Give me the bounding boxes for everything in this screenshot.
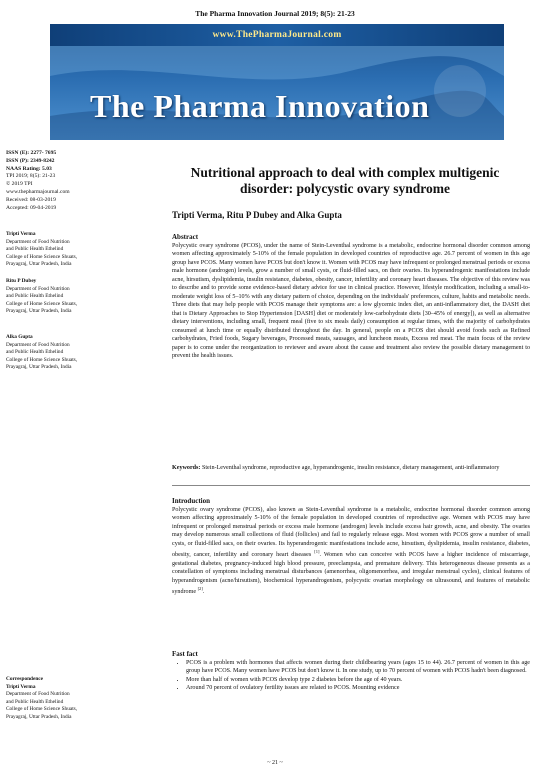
affiliation-1 [6,231,146,269]
issn-p: ISSN (P): 2349-8242 [6,157,55,164]
affiliation-line: Department of Food Nutrition [6,238,70,245]
introduction-text-part: Polycystic ovary syndrome (PCOS), also known as Stein-Leventhal syndrome is a metabolic, endocrine hormonal disorder common among women affecting approximately 5-10% of the female population in developed countries of reproductive age. Women with PCOS may have infrequent or prolonged menstrual periods or excess male hormone (androgen) levels include excess hair growth, acne, and obesity. The ovaries may develop numerous small collections of fluid (follicles) and fail to regularly release eggs. Most women with PCOS grow a number of small cysts, or fluid-filled sacs, on their ovaries. Its hyperandrogenic manifestations include acne, hirsutism, dyslipidemia, insulin resistance, diabetes, obesity, cancer, infertility and coronary heart diseases [172,506,530,559]
affiliation-line: College of Home Science Shuats, [6,300,78,307]
affiliation-name: Ritu P Dubey [6,278,37,284]
journal-header-banner [50,24,504,140]
affiliation-line: Department of Food Nutrition [6,341,70,348]
received-date: Received: 08-03-2019 [6,196,56,203]
paper-title [155,165,535,197]
affiliation-3 [6,334,146,372]
correspondence-heading: Correspondence [6,676,43,682]
correspondence-line: College of Home Science Shuats, [6,706,78,713]
section-divider [172,485,530,486]
citation-ref[interactable]: [1] [314,549,320,554]
affiliation-line: Prayagraj, Uttar Pradesh, India [6,308,72,315]
affiliation-line: and Public Health Ethelind [6,293,64,300]
paper-title-line-1: Nutritional approach to deal with complex multigenic [190,165,500,180]
abstract-section [172,233,530,361]
affiliation-line: Prayagraj, Uttar Pradesh, India [6,261,72,268]
affiliation-line: and Public Health Ethelind [6,349,64,356]
fast-fact-list [172,659,530,693]
tpi-citation: TPI 2019; 8(5): 21-23 [6,173,56,180]
page-number: ~ 21 ~ [267,760,283,766]
citation-ref[interactable]: [2] [197,586,203,592]
abstract-text: Polycystic ovary syndrome (PCOS), under the name of Stein-Leventhal syndrome is a metabolic, endocrine hormonal disorder common among women affecting approximately 5-10% of the female population in developed countries of reproductive age. 26.7 percent of women in this age group have PCOS. Many women have PCOS but don't know it. Women with PCOS may have infrequent or prolonged menstrual periods or excess male hormone (androgen) levels, grow a number of small cysts, or fluid-filled sacs, on their ovaries. Its hyperandrogenic manifestations include acne, hirsutism, dyslipidemia, insulin resistance, diabetes, obesity, cancer, infertility and coronary heart diseases. The objective of this review was to describe and to provide some evidence-based dietary advice for use in clinical practice. However, lifestyle modification, including a small-to-moderate weight loss of 5–10% with any dietary pattern of choice, depending on the individuals' preferences, culture, habits and metabolic needs. Three diets that may help people with PCOS manage their symptoms are: a low glycemic index diet, an anti-inflammatory diet, the DASH diet that is Dietary Approaches to Stop Hypertension [DASH] diet or moderately low-carbohydrate diets [30–45% of energy]), as well as alternative dietary interventions, including small, frequent meal (five to six meals daily) consumption at regular times, with the majority of carbohydrates consumed at lunch time or equally distributed throughout the day. In general, people on a PCOS diet should avoid foods such as Refined carbohydrates, Fried foods, Sugary beverages, Processed meats, sausages, and luncheon meats, Excess red meat. The main focus of the review paper is to come under the reorganization to reviewer and aware about the cause and treatment also review the possible dietary management to prevent the health issues. [172,242,530,359]
author-list: Tripti Verma, Ritu P Dubey and Alka Gupta [172,210,342,220]
fast-fact-heading: Fast fact [172,650,198,658]
accepted-date: Accepted: 09-04-2019 [6,204,57,211]
affiliation-name: Tripti Verma [6,231,36,237]
affiliation-2 [6,278,146,316]
correspondence-block [6,676,146,722]
affiliation-line: Prayagraj, Uttar Pradesh, India [6,364,72,371]
journal-citation-line: The Pharma Innovation Journal 2019; 8(5): 21-23 [195,9,355,18]
abstract-heading: Abstract [172,233,199,241]
affiliation-line: Department of Food Nutrition [6,285,70,292]
introduction-heading: Introduction [172,497,210,505]
correspondence-line: and Public Health Ethelind [6,698,64,705]
list-item: • More than half of women with PCOS develop type 2 diabetes before the age of 40 years. [186,676,530,685]
correspondence-line: Department of Food Nutrition [6,691,70,698]
introduction-text [172,506,530,597]
journal-url[interactable]: www.ThePharmaJournal.com [212,30,342,40]
fast-fact-section [172,650,530,693]
copyright: © 2019 TPI [6,181,33,188]
keywords-section [172,464,530,473]
keywords-text: Stein-Leventhal syndrome, reproductive age, hyperandrogenic, insulin resistance, dietary management, anti-inflammatory [201,465,500,471]
correspondence-line: Prayagraj, Uttar Pradesh, India [6,713,72,720]
introduction-text-part: . [202,589,205,596]
affiliation-line: and Public Health Ethelind [6,246,64,253]
list-item: • Around 70 percent of ovulatory fertility issues are related to PCOS. Mounting evidence [186,684,530,693]
journal-banner-title: The Pharma Innovation [90,88,430,124]
paper-title-line-2: disorder: polycystic ovary syndrome [239,181,451,196]
affiliation-line: College of Home Science Shuats, [6,356,78,363]
introduction-text-part: . Women who can conceive with PCOS have a higher incidence of miscarriage, gestational diabetes, pregnancy-induced high blood pressure, preeclampsia, and premature delivery. This heterogeneous disease presents as a constellation of symptoms including menstrual disturbances (amenorrhea, oligomenorrhea, and irregular menstrual cycles), clinical features of hyperandrogenism (acne/hirsutism), biochemical hyperandrogenism, polycystic ovarian morphology on ultrasound, and features of metabolic syndrome [172,552,530,596]
journal-website[interactable]: www.thepharmajournal.com [6,188,70,195]
introduction-section [172,497,530,597]
affiliation-name: Alka Gupta [6,334,33,340]
affiliation-line: College of Home Science Shuats, [6,253,78,260]
correspondence-name: Tripti Verma [6,683,36,690]
naas-rating: NAAS Rating: 5.03 [6,165,52,172]
list-item: • PCOS is a problem with hormones that affects women during their childbearing years (ages 15 to 44). 26.7 percent of women in this age group have PCOS. Many women have PCOS but don't know it. In one study, up to 70 percent of women with PCOS hadn't been diagnosed. [186,659,530,676]
publication-metadata [6,150,146,212]
keywords-label: Keywords: [172,465,201,471]
issn-e: ISSN (E): 2277- 7695 [6,150,57,156]
